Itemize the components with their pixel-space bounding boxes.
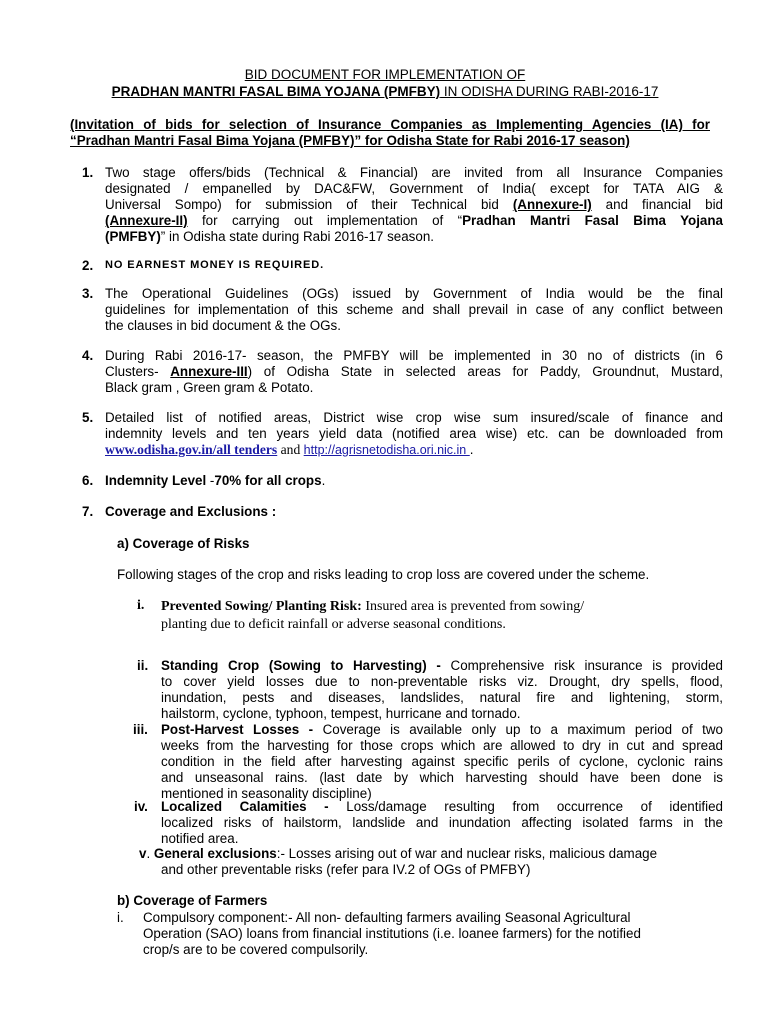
agrisnet-link[interactable]: http://agrisnetodisha.ori.nic.in [303,443,470,457]
risk-3-text: Post-Harvest Losses - Coverage is available only up to a maximum period of two weeks from the harvesting for those crops which are allowed to dry in cut and spread condition in the field after harvesting against specific perils of cyclone, cyclonic rains and unseasonal rains. (last date by which harvesting should have been done is mentioned in seasonality discipline) [161,722,724,801]
risk-4-number: iv. [134,799,148,814]
coverage-risks-intro: Following stages of the crop and risks leading to crop loss are covered under the scheme. [117,567,650,582]
doc-title-rest: IN ODISHA DURING RABI-2016-17 [440,84,659,99]
annexure-2-ref: (Annexure-II) [105,213,188,228]
risk-2-text: Standing Crop (Sowing to Harvesting) - Comprehensive risk insurance is provided to cover yield losses due to non-preventable risks viz. Drought, dry spells, flood, inundation, pests and diseases, landslides, natural fire and lightening, storm, hailstorm, cyclone, typhoon, tempest, hurricane and tornado. [161,658,723,721]
item-1-text: Two stage offers/bids (Technical & Financial) are invited from all Insurance Companies designated / empanelled by DAC&FW, Government of India( except for TATA AIG & Universal Sompo) for submission of their Technical bid (Annexure-I) and financial bid (Annexure-II) for carrying out implementation of “Pradhan Mantri Fasal Bima Yojana (PMFBY)” in Odisha state during Rabi 2016-17 season. [105,165,723,244]
item-6-number: 6. [82,473,94,488]
annexure-1-ref: (Annexure-I) [512,197,592,212]
odisha-gov-link[interactable]: www.odisha.gov.in/all tenders [105,442,278,457]
doc-title-line2 [0,84,770,99]
risk-2-number: ii. [137,658,149,673]
item-5-text: Detailed list of notified areas, District wise crop wise sum insured/scale of finance and indemnity levels and ten years yield data (notified area wise) etc. can be downloaded from www.odisha.gov.in/all tenders and http://agrisnetodisha.ori.nic.in . [105,410,723,457]
risk-5-text: v. General exclusions:- Losses arising out of war and nuclear risks, malicious damage and other preventable risks (refer para IV.2 of OGs of PMFBY) [139,846,658,877]
item-6-text: Indemnity Level -70% for all crops. [105,473,326,488]
item-7-heading: Coverage and Exclusions : [105,504,277,519]
invitation-line1: (Invitation of bids for selection of Insurance Companies as Implementing Agencies (IA) for [70,117,710,132]
item-7-number: 7. [82,504,94,519]
item-3-text: The Operational Guidelines (OGs) issued by Government of India would be the final guidelines for implementation of this scheme and shall prevail in case of any conflict between the clauses in bid document & the OGs. [105,286,723,333]
doc-title-bold: PRADHAN MANTRI FASAL BIMA YOJANA (PMFBY) [111,84,441,99]
coverage-farmers-heading: b) Coverage of Farmers [117,893,268,908]
risk-1-number: i. [137,598,145,613]
item-4-text: During Rabi 2016-17- season, the PMFBY will be implemented in 30 no of districts (in 6 Clusters- Annexure-III) of Odisha State in selected areas for Paddy, Groundnut, Mustard, Black gram , Green gram & Potato. [105,348,724,395]
invitation-line2: “Pradhan Mantri Fasal Bima Yojana (PMFBY)” for Odisha State for Rabi 2016-17 season) [70,133,630,148]
coverage-risks-heading: a) Coverage of Risks [117,536,250,551]
item-4-number: 4. [82,348,94,363]
item-2-number: 2. [82,258,94,273]
risk-4-text: Localized Calamities - Loss/damage resulting from occurrence of identified localized risks of hailstorm, landslide and inundation affecting isolated farms in the notified area. [161,799,724,846]
item-1-number: 1. [82,165,94,180]
item-3-number: 3. [82,286,94,301]
farmers-1-text: Compulsory component:- All non- defaulting farmers availing Seasonal Agricultural Operation (SAO) loans from financial institutions (i.e. loanee farmers) for the notified crop/s are to be covered compulsorily. [143,910,641,957]
risk-3-number: iii. [133,722,148,737]
risk-1-text: Prevented Sowing/ Planting Risk: Insured area is prevented from sowing/ planting due to deficit rainfall or adverse seasonal conditions. [161,599,585,632]
doc-title-line1: BID DOCUMENT FOR IMPLEMENTATION OF [244,67,526,82]
risk-5-number: v [139,846,147,861]
farmers-1-number: i. [117,910,124,925]
annexure-3-ref: Annexure-III [170,364,248,379]
item-5-number: 5. [82,410,94,425]
item-2-text: NO EARNEST MONEY IS REQUIRED. [105,259,325,271]
